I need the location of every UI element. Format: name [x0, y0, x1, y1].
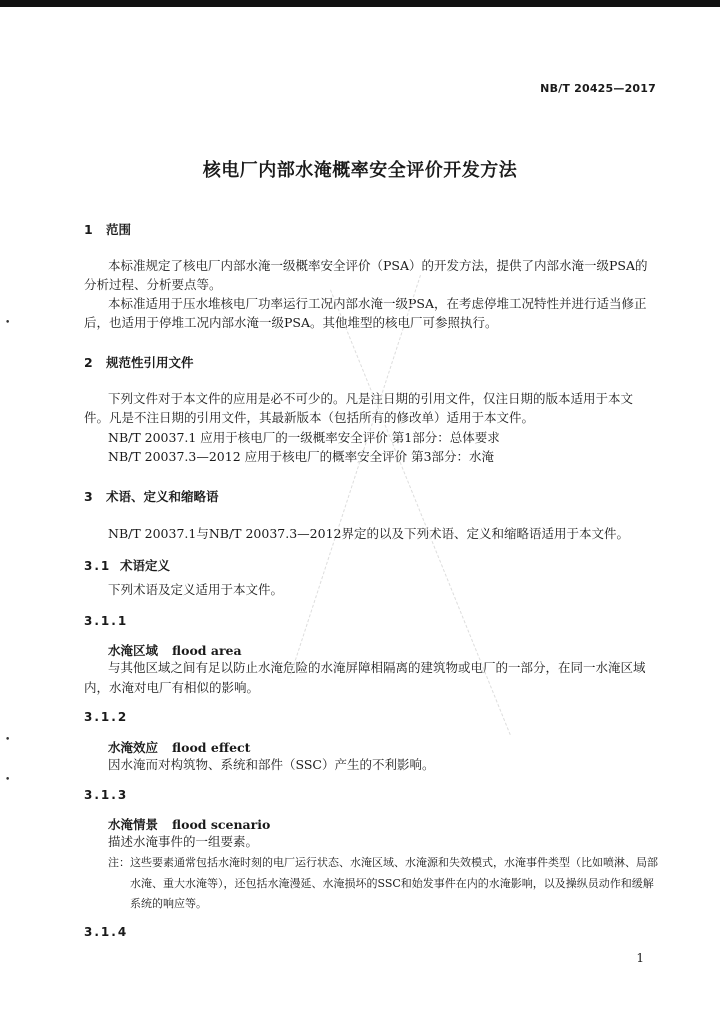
term-entry [108, 815, 270, 833]
term-english: flood area [172, 643, 242, 658]
reference-item: NB/T 20037.1 应用于核电厂的一级概率安全评价 第1部分：总体要求 [108, 430, 500, 445]
term-number: 3.1.1 [84, 614, 129, 628]
section-number: 1 [84, 222, 93, 237]
term-chinese: 水淹情景 [108, 817, 159, 832]
standard-number: NB/T 20425—2017 [540, 82, 656, 95]
section-number: 3.1 [84, 559, 112, 573]
term-number: 3.1.3 [84, 788, 129, 802]
term-chinese: 水淹效应 [108, 740, 159, 755]
scan-speck: • [5, 318, 11, 328]
section-title: 规范性引用文件 [106, 355, 194, 370]
definition-line: 与其他区域之间有足以防止水淹危险的水淹屏障相隔离的建筑物或电厂的一部分，在同一水淹区域 [108, 660, 646, 675]
section-3-1-heading [84, 556, 170, 574]
section-title: 术语定义 [120, 558, 171, 573]
section-title: 术语、定义和缩略语 [106, 489, 219, 504]
definition-line: 描述水淹事件的一组要素。 [108, 834, 259, 849]
section-1-heading [84, 220, 131, 238]
paragraph-line: 分析过程、分析要点等。 [84, 277, 222, 292]
paragraph-line: 下列文件对于本文件的应用是必不可少的。凡是注日期的引用文件，仅注日期的版本适用于本文 [108, 391, 634, 406]
note-line: 注：这些要素通常包括水淹时刻的电厂运行状态、水淹区域、水淹源和失效模式，水淹事件类型（比如喷淋、局部 [108, 856, 658, 869]
paragraph-line: 本标准适用于压水堆核电厂功率运行工况内部水淹一级PSA，在考虑停堆工况特性并进行适当修正 [108, 296, 647, 311]
section-3-heading [84, 487, 219, 505]
section-title: 范围 [106, 222, 132, 237]
reference-item: NB/T 20037.3—2012 应用于核电厂的概率安全评价 第3部分：水淹 [108, 449, 495, 464]
term-entry [108, 738, 250, 756]
term-entry [108, 641, 242, 659]
scan-speck: • [5, 735, 11, 745]
document-title: 核电厂内部水淹概率安全评价开发方法 [202, 160, 518, 181]
section-number: 3 [84, 489, 93, 504]
definition-line: 内，水淹对电厂有相似的影响。 [84, 680, 260, 695]
paragraph-line: 件。凡是不注日期的引用文件，其最新版本（包括所有的修改单）适用于本文件。 [84, 410, 535, 425]
scan-speck: • [5, 775, 11, 785]
paragraph-line: NB/T 20037.1与NB/T 20037.3—2012界定的以及下列术语、定义和缩略语适用于本文件。 [108, 526, 629, 541]
term-number: 3.1.4 [84, 925, 129, 939]
note-line: 系统的响应等。 [130, 897, 207, 910]
term-chinese: 水淹区域 [108, 643, 159, 658]
term-number: 3.1.2 [84, 710, 129, 724]
section-number: 2 [84, 355, 93, 370]
paragraph-line: 后，也适用于停堆工况内部水淹一级PSA。其他堆型的核电厂可参照执行。 [84, 315, 498, 330]
note-line: 水淹、重大水淹等），还包括水淹漫延、水淹损坏的SSC和始发事件在内的水淹影响，以及操纵员动作和缓解 [130, 877, 654, 890]
term-english: flood effect [172, 740, 251, 755]
section-2-heading [84, 353, 194, 371]
paragraph-line: 本标准规定了核电厂内部水淹一级概率安全评价（PSA）的开发方法，提供了内部水淹一级PSA的 [108, 258, 648, 273]
paragraph-line: 下列术语及定义适用于本文件。 [108, 582, 284, 597]
top-border-rule [0, 0, 720, 7]
page-number: 1 [636, 951, 644, 965]
term-english: flood scenario [172, 817, 271, 832]
watermark-stroke [290, 275, 421, 675]
definition-line: 因水淹而对构筑物、系统和部件（SSC）产生的不利影响。 [108, 757, 435, 772]
